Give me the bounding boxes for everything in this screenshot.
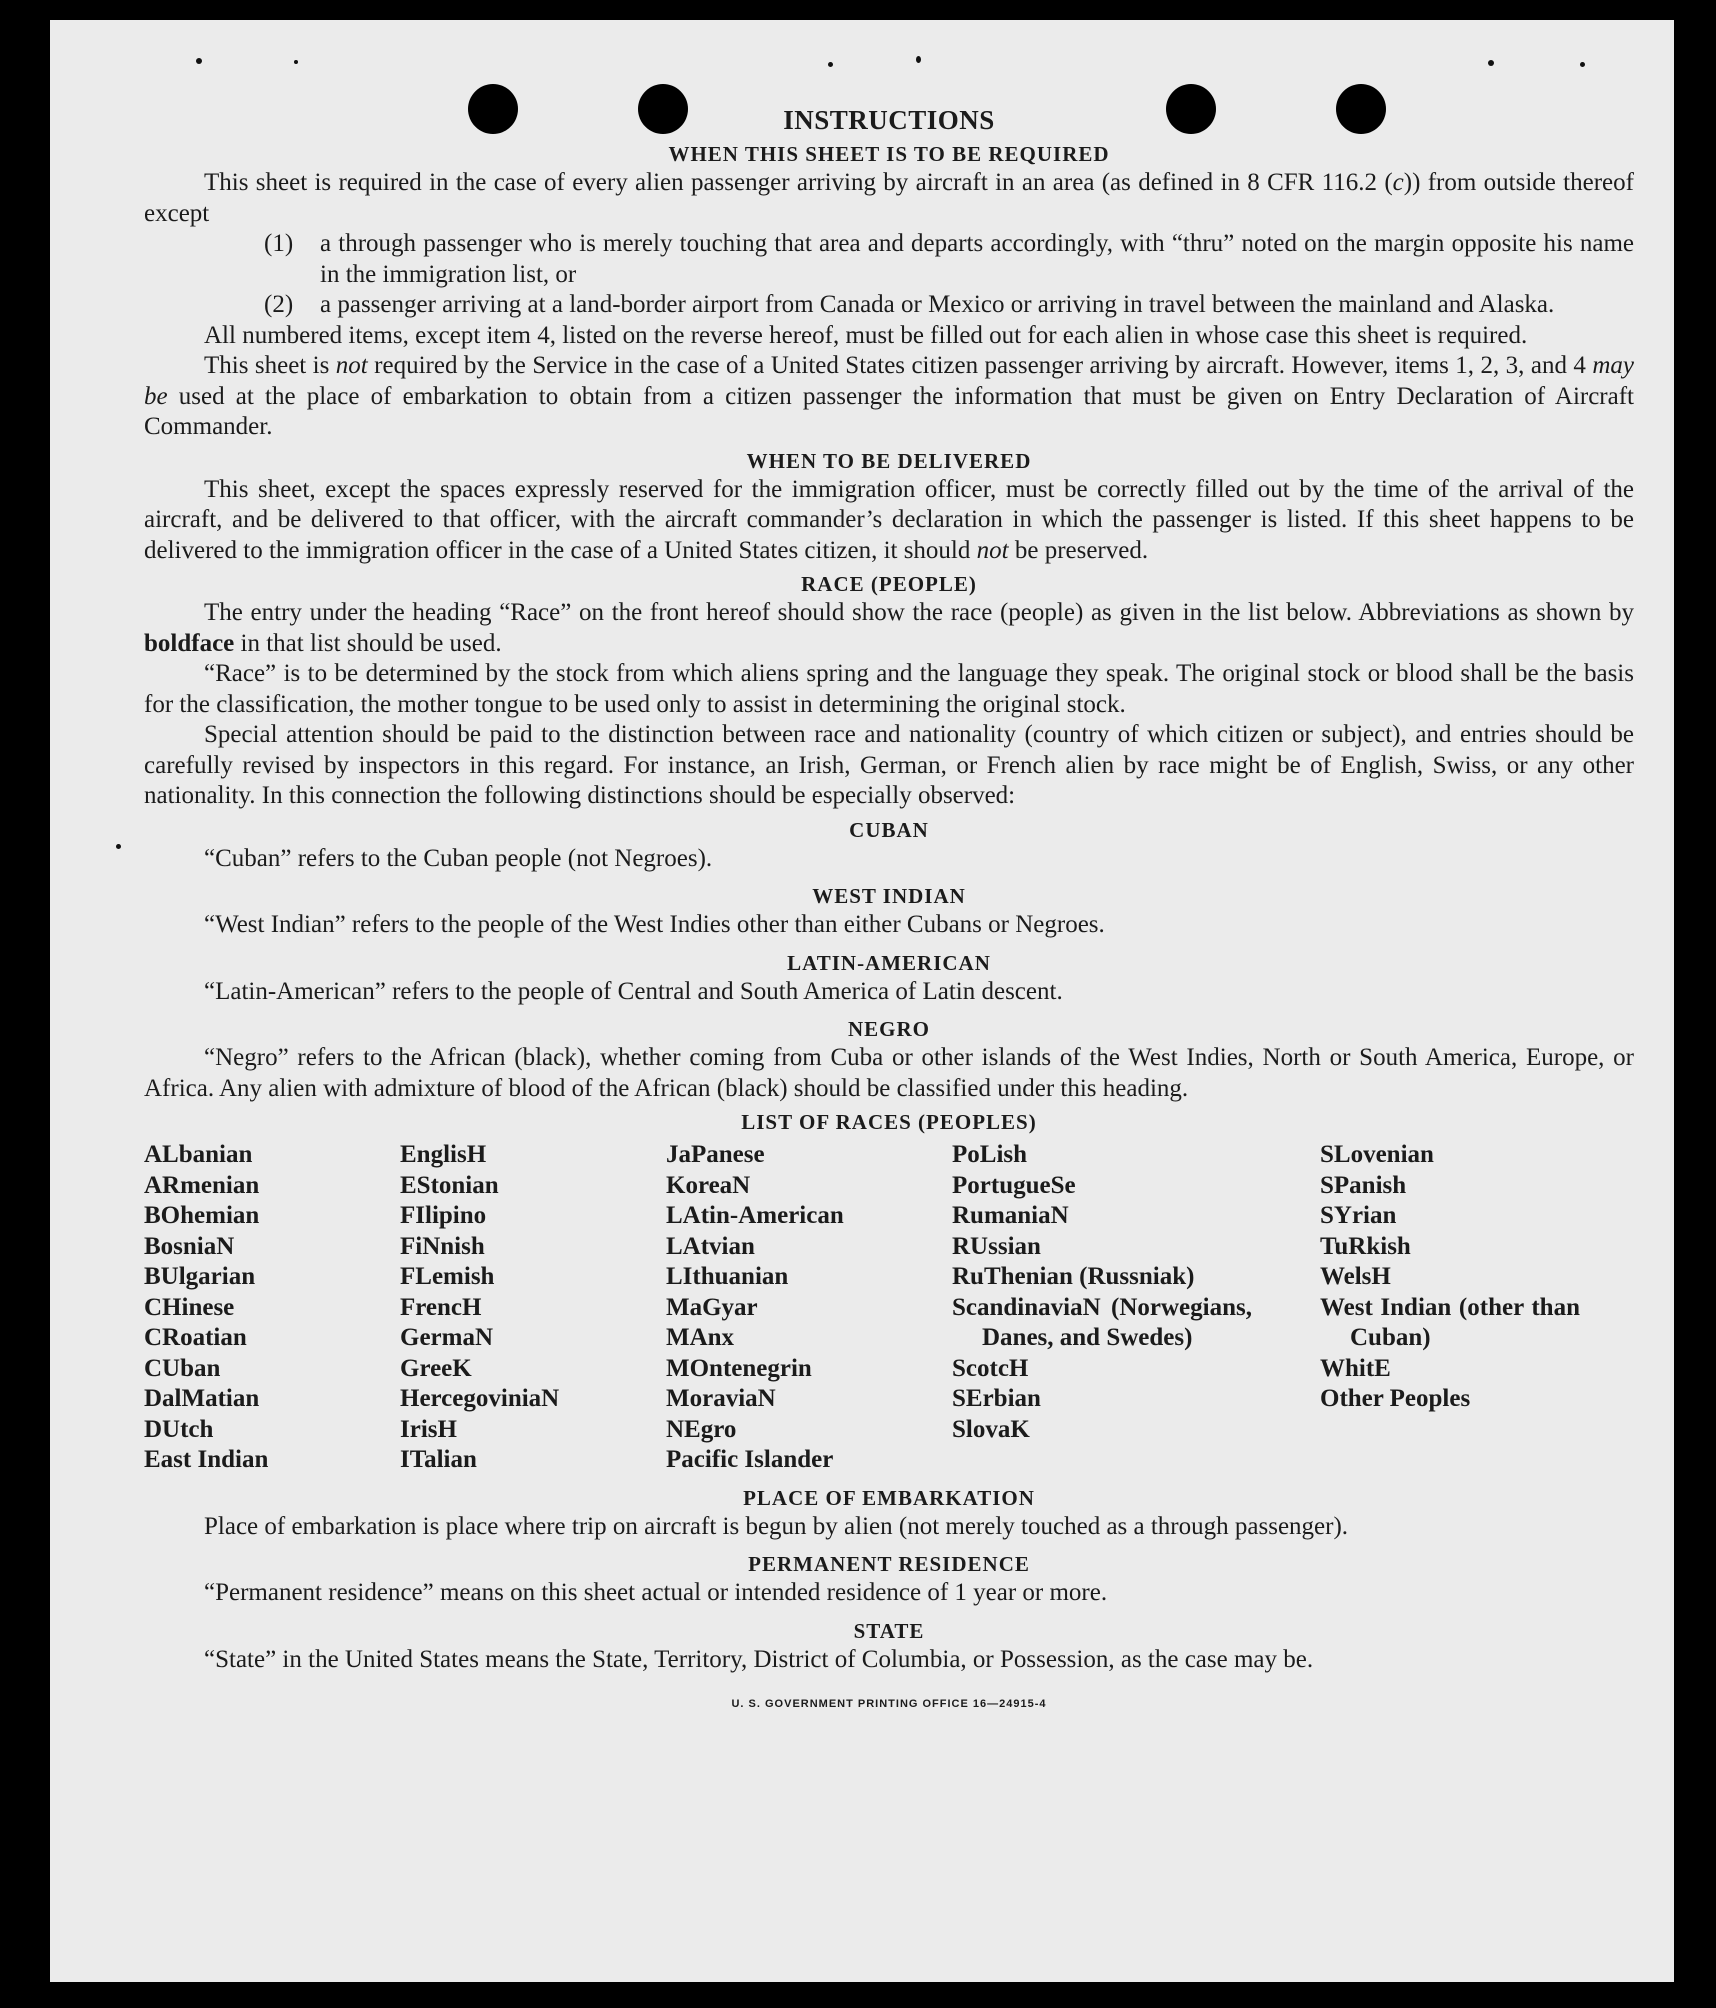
paragraph: Place of embarkation is place where trip on aircraft is begun by alien (not merely touched as a through passenger). — [204, 1512, 1349, 1540]
race-entry: DalMatian — [144, 1385, 260, 1412]
exception-item — [264, 290, 1634, 321]
paragraph: “Permanent residence” means on this sheet actual or intended residence of 1 year or more. — [204, 1579, 1108, 1606]
section-heading: PLACE OF EMBARKATION — [743, 1485, 1035, 1510]
race-entry: Other Peoples — [1320, 1385, 1471, 1412]
race-entry: LAtvian — [666, 1232, 755, 1260]
race-entry: East Indian — [144, 1446, 269, 1473]
race-entry: HercegoviniaN — [400, 1385, 560, 1412]
section-heading: WHEN TO BE DELIVERED — [746, 448, 1032, 473]
race-entry: FrencH — [400, 1293, 482, 1321]
race-entry: RuThenian (Russniak) — [952, 1263, 1195, 1290]
paragraph: “Race” is to be determined by the stock from which aliens spring and the language they speak. The original stock or blood shall be the basis for the classification, the mother tongue to be used only to assist in determining the original stock. — [144, 660, 1634, 718]
race-entry: PortugueSe — [952, 1171, 1076, 1199]
race-entry: ScotcH — [952, 1354, 1029, 1382]
race-entry: EnglisH — [400, 1141, 487, 1168]
race-column — [666, 1140, 952, 1476]
paragraph: This sheet is not required by the Service in the case of a United States citizen passenger arriving by aircraft. However, items 1, 2, 3, and 4 may be used at the place of embarkation to obtain from a citizen passenger the information that must be given on Entry Declaration of Aircraft Commander. — [144, 352, 1634, 440]
item-text: a passenger arriving at a land-border airport from Canada or Mexico or arriving in travel between the mainland and Alaska. — [320, 291, 1555, 318]
item-number: (1) — [264, 230, 294, 257]
speck — [294, 60, 298, 64]
paragraph: All numbered items, except item 4, listed on the reverse hereof, must be filled out for each alien in whose case this sheet is required. — [204, 321, 1528, 349]
race-entry: BUlgarian — [144, 1263, 256, 1290]
exception-item — [264, 229, 1634, 290]
race-entry: MoraviaN — [666, 1385, 776, 1412]
race-entry: Pacific Islander — [666, 1446, 834, 1473]
section-heading: LATIN-AMERICAN — [787, 950, 991, 975]
race-list — [144, 1140, 1634, 1476]
section-heading: RACE (PEOPLE) — [801, 572, 977, 596]
speck — [828, 62, 833, 67]
printer-imprint: U. S. GOVERNMENT PRINTING OFFICE 16—24915-4 — [731, 1698, 1047, 1710]
item-number: (2) — [264, 291, 294, 318]
race-column — [144, 1140, 400, 1476]
race-entry: ScandinaviaN (Norwegians, Danes, and Swedes) — [952, 1293, 1252, 1351]
race-entry: MaGyar — [666, 1293, 758, 1321]
race-entry: SErbian — [952, 1385, 1041, 1412]
paragraph: “State” in the United States means the State, Territory, District of Columbia, or Possession, as the case may be. — [204, 1645, 1314, 1673]
paragraph: “Negro” refers to the African (black), whether coming from Cuba or other islands of the West Indies, North or South America, Europe, or Africa. Any alien with admixture of blood of the African (black) should be classified under this heading. — [144, 1044, 1634, 1102]
race-entry: FLemish — [400, 1263, 495, 1290]
race-column — [952, 1140, 1252, 1476]
race-entry: CHinese — [144, 1293, 235, 1321]
race-entry: BosniaN — [144, 1232, 235, 1260]
paragraph: This sheet, except the spaces expressly reserved for the immigration officer, must be correctly filled out by the time of the arrival of the aircraft, and be delivered to that officer, with the aircraft commander’s declaration in which the passenger is listed. If this sheet happens to be delivered to the immigration officer in the case of a United States citizen, it should not be preserved. — [144, 475, 1634, 564]
race-entry: NEgro — [666, 1415, 737, 1443]
page-title: INSTRUCTIONS — [783, 105, 995, 135]
speck — [196, 58, 202, 64]
race-entry: SYrian — [1320, 1202, 1397, 1229]
race-entry: SPanish — [1320, 1171, 1407, 1199]
paragraph: The entry under the heading “Race” on the front hereof should show the race (people) as given in the list below. Abbreviations as shown by boldface in that list should be used. — [144, 599, 1634, 657]
race-entry: LAtin-American — [666, 1202, 844, 1229]
race-entry: FiNnish — [400, 1232, 485, 1260]
race-entry: ALbanian — [144, 1141, 253, 1168]
speck — [1488, 60, 1494, 66]
race-entry: West Indian (other than Cuban) — [1320, 1293, 1580, 1351]
speck — [916, 56, 921, 63]
race-entry: CUban — [144, 1354, 221, 1382]
race-entry: MOntenegrin — [666, 1354, 812, 1382]
race-entry: EStonian — [400, 1171, 499, 1199]
race-column — [400, 1140, 666, 1476]
race-entry: RumaniaN — [952, 1202, 1069, 1229]
paragraph: “West Indian” refers to the people of the West Indies other than either Cubans or Negroes. — [204, 911, 1105, 938]
race-entry: IrisH — [400, 1415, 457, 1443]
race-entry: BOhemian — [144, 1202, 260, 1229]
paragraph: This sheet is required in the case of every alien passenger arriving by aircraft in an area (as defined in 8 CFR 116.2 (c)) from outside thereof except — [144, 169, 1634, 227]
section-heading: NEGRO — [847, 1017, 930, 1041]
section-heading: LIST OF RACES (PEOPLES) — [741, 1110, 1037, 1134]
race-entry: RUssian — [952, 1232, 1041, 1260]
section-heading: STATE — [853, 1618, 925, 1643]
instructions-body — [144, 104, 1634, 1720]
race-entry: PoLish — [952, 1141, 1028, 1168]
race-entry: WelsH — [1320, 1263, 1391, 1290]
race-entry: WhitE — [1320, 1354, 1391, 1382]
race-entry: SlovaK — [952, 1415, 1030, 1443]
race-entry: LIthuanian — [666, 1263, 789, 1290]
race-entry: MAnx — [666, 1324, 735, 1351]
race-entry: KoreaN — [666, 1171, 751, 1199]
race-column — [1320, 1140, 1580, 1476]
section-heading: WHEN THIS SHEET IS TO BE REQUIRED — [668, 142, 1110, 166]
race-entry: ITalian — [400, 1446, 477, 1473]
section-heading: WEST INDIAN — [812, 884, 966, 908]
document-page — [50, 20, 1674, 1982]
speck — [116, 844, 121, 849]
race-entry: FIlipino — [400, 1202, 487, 1229]
race-entry: ARmenian — [144, 1171, 260, 1199]
item-text: a through passenger who is merely touching that area and departs accordingly, with “thru” noted on the margin opposite his name in the immigration list, or — [320, 230, 1634, 288]
race-entry: CRoatian — [144, 1324, 247, 1351]
paragraph: “Latin-American” refers to the people of Central and South America of Latin descent. — [204, 977, 1063, 1005]
section-heading: PERMANENT RESIDENCE — [748, 1552, 1030, 1576]
race-entry: JaPanese — [666, 1141, 765, 1168]
race-entry: GermaN — [400, 1324, 494, 1351]
speck — [1580, 62, 1585, 67]
paragraph: Special attention should be paid to the distinction between race and nationality (country of which citizen or subject), and entries should be carefully revised by inspectors in this regard. For instance, an Irish, German, or French alien by race might be of English, Swiss, or any other nationality. In this connection the following distinctions should be especially observed: — [144, 721, 1634, 809]
race-entry: SLovenian — [1320, 1141, 1434, 1168]
paragraph: “Cuban” refers to the Cuban people (not Negroes). — [204, 844, 713, 872]
section-heading: CUBAN — [849, 817, 929, 842]
race-entry: TuRkish — [1320, 1232, 1411, 1260]
race-entry: GreeK — [400, 1354, 472, 1382]
race-entry: DUtch — [144, 1415, 214, 1443]
